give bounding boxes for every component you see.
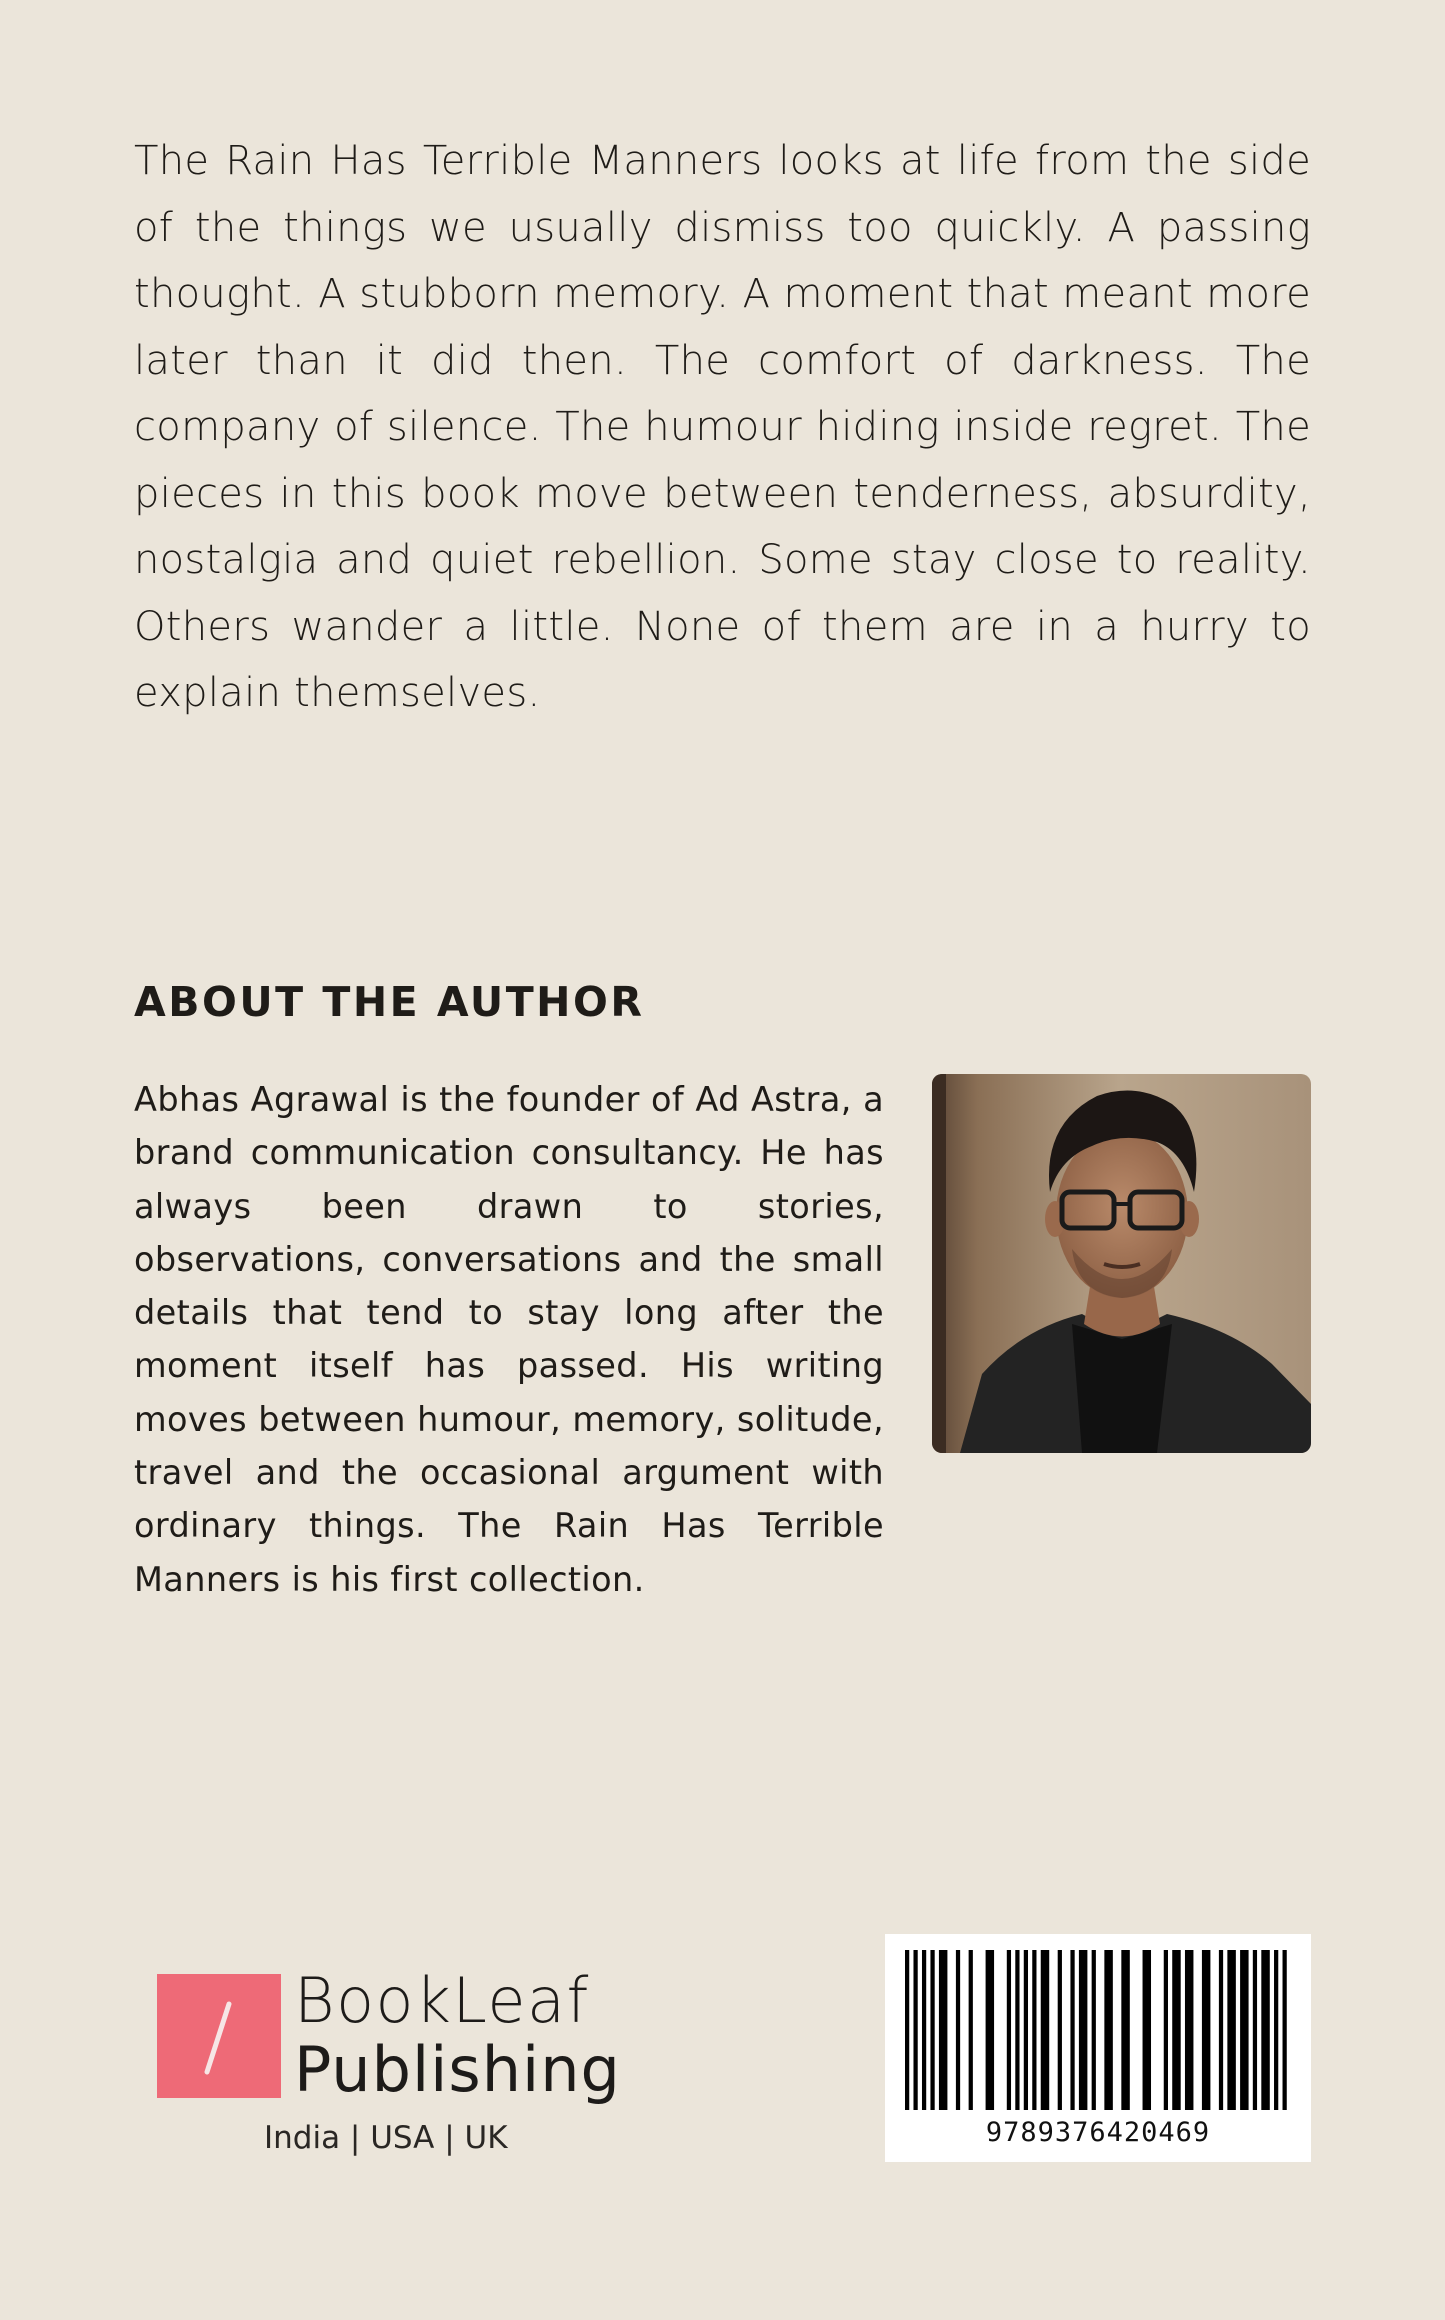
barcode-bar	[1185, 1950, 1193, 2110]
barcode-bar	[969, 1950, 973, 2110]
barcode-bar	[1240, 1950, 1248, 2110]
barcode-bar	[1274, 1950, 1278, 2110]
barcode-bar	[1172, 1950, 1180, 2110]
publisher-name-line2: Publishing	[294, 2033, 621, 2106]
barcode-bar	[1024, 1950, 1028, 2110]
barcode-bar	[1015, 1950, 1019, 2110]
author-photo	[932, 1074, 1311, 1453]
barcode-bar	[922, 1950, 926, 2110]
barcode-bar	[1032, 1950, 1036, 2110]
leaf-slash-icon	[157, 1974, 281, 2098]
barcode-bars	[901, 1950, 1295, 2110]
barcode-bar	[1041, 1950, 1049, 2110]
barcode-bar	[1261, 1950, 1269, 2110]
publisher-name-line1: BookLeaf	[294, 1964, 590, 2037]
publisher-logo	[157, 1964, 621, 2168]
barcode-bar	[1283, 1950, 1287, 2110]
barcode-bar	[1104, 1950, 1112, 2110]
barcode-bar	[1070, 1950, 1074, 2110]
isbn-number: 9789376420469	[985, 2117, 1211, 2148]
barcode-bar	[1227, 1950, 1235, 2110]
barcode-bar	[1092, 1950, 1096, 2110]
barcode-bar	[956, 1950, 960, 2110]
barcode-bar	[1121, 1950, 1129, 2110]
barcode-bar	[986, 1950, 994, 2110]
barcode-bar	[1079, 1950, 1087, 2110]
author-bio: Abhas Agrawal is the founder of Ad Astra, a brand communication consultancy. He has always been drawn to stories, observations, conversations and the small details that tend to stay long after the moment itself has passed. His writing moves between humour, memory, solitude, travel and the occasional argument with ordinary things. The Rain Has Terrible Manners is his first collection.	[134, 1080, 884, 1599]
barcode-bar	[1143, 1950, 1151, 2110]
barcode-bar	[1058, 1950, 1062, 2110]
back-cover-blurb: The Rain Has Terrible Manners looks at life from the side of the things we usually dismiss too quickly. A passing thought. A stubborn memory. A moment that meant more later than it did then. The comfort of darkness. The company of silence. The humour hiding inside regret. The pieces in this book move between tenderness, absurdity, nostalgia and quiet rebellion. Some stay close to reality. Others wander a little. None of them are in a hurry to explain themselves.	[134, 138, 1311, 716]
isbn-barcode	[885, 1934, 1311, 2162]
about-author-heading: ABOUT THE AUTHOR	[134, 978, 645, 1026]
barcode-bar	[1253, 1950, 1257, 2110]
barcode-bar	[905, 1950, 909, 2110]
barcode-bar	[913, 1950, 917, 2110]
barcode-bar	[939, 1950, 947, 2110]
barcode-bar	[1202, 1950, 1210, 2110]
barcode-bar	[1164, 1950, 1168, 2110]
barcode-bar	[1007, 1950, 1011, 2110]
publisher-regions: India | USA | UK	[264, 2120, 508, 2156]
barcode-bar	[930, 1950, 934, 2110]
barcode-bar	[1219, 1950, 1223, 2110]
